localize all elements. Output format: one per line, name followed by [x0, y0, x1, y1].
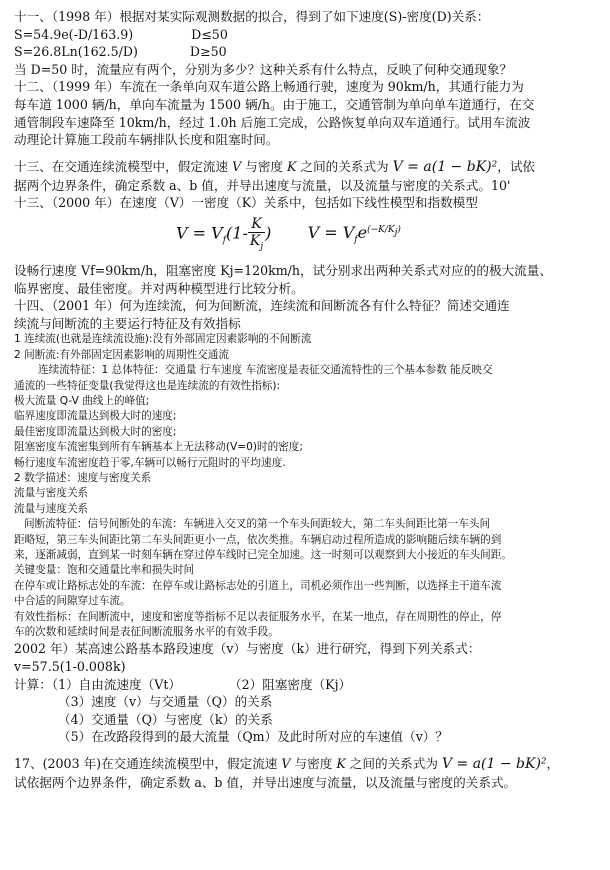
q17-line-1: 17、(2003 年)在交通连续流模型中，假定流速 V 与密度 K 之间的关系式为 V = a(1 − bK)²，: [14, 756, 560, 772]
q11-question: 当 D=50 时，流量应有两个，分别为多少？这种关系有什么特点，反映了何种交通现象？: [14, 61, 513, 77]
linear-fraction: $\frac{K}{K_j}$: [249, 215, 264, 252]
var-v: V: [281, 756, 291, 771]
document-page: [14, 8, 598, 792]
exponential-model-formula: $V = V_fe^{(-K/K_j)}$: [307, 223, 401, 246]
q11-heading: 十一、（1998 年）根据对某实际观测数据的拟合，得到了如下速度(S)-密度(D)关系：: [14, 9, 490, 24]
q13a-formula: V = a(1 − bK)²: [392, 158, 498, 175]
q2002-line-4: （3）速度（v）与交通量（Q）的关系: [58, 694, 273, 710]
q14-answer-3: 连续流特征：1 总体特征：交通量 行车速度 车流密度是表征交通流特性的三个基本参数 能反映交: [38, 364, 493, 377]
q14-answer-5: 极大流量 Q-V 曲线上的峰值;: [14, 394, 150, 407]
q14-answer-10: 2 数学描述：速度与密度关系: [14, 471, 152, 484]
q17-formula: V = a(1 − bK)²: [441, 756, 547, 772]
q13b-line-2: 设畅行速度 Vf=90km/h，阻塞密度 Kj=120km/h，试分别求出两种关系式对应的的极大流量、: [14, 262, 552, 278]
var-v: V: [232, 158, 242, 174]
q14-answer-13: 间断流特征：信号间断处的车流：车辆进入交叉的第一个车头间距较大，第二车头间距比第一车头间: [24, 518, 491, 531]
q11-condition-1: D≤50: [191, 26, 228, 42]
q14-answer-18: 中合适的间隙穿过车流。: [14, 595, 131, 608]
q14-answer-1: 1 连续流(也就是连续流设施):没有外部固定因素影响的不间断流: [14, 333, 312, 346]
q14-answer-20: 车的次数和延续时间是表征间断流服务水平的有效手段。: [14, 626, 279, 639]
q13b-line-1: 十三、（2000 年）在速度（V）一密度（K）关系中，包括如下线性模型和指数模型: [14, 195, 478, 211]
q14-answer-19: 有效性指标：在间断流中，速度和密度等指标不足以表征服务水平，在某一地点，存在周期性的停止，停: [14, 610, 502, 623]
q14-answer-7: 最佳密度即流量达到极大时的密度;: [14, 425, 177, 438]
q14-answer-14: 距略短，第三车头间距比第二车头间距更小一点，依次类推。车辆启动过程所造成的影响随后续车辆的到: [14, 533, 502, 546]
q14-answer-6: 临界速度即流量达到极大时的速度;: [14, 410, 177, 423]
q13a-line-2: 据两个边界条件，确定系数 a、b 值，并导出速度与流量，以及流量与密度的关系式。10': [14, 177, 511, 193]
q14-answer-15: 来，逐渐减弱，直到某一时刻车辆在穿过停车线时已完全加速。这一时刻可以观察到大小接近的车头间距。: [14, 549, 512, 561]
q13b-line-3: 临界密度、最佳密度。并对两种模型进行比较分析。: [14, 280, 304, 296]
q12-line-3: 通管制段车速降至 10km/h，经过 1.0h 后施工完成，公路恢复单向双车道通行。试用车流波: [14, 114, 531, 130]
q17-line-2: 试依据两个边界条件，确定系数 a、b 值，并导出速度与流量，以及流量与密度的关系式。: [14, 775, 517, 790]
q14-answer-11: 流量与密度关系: [14, 487, 89, 500]
q12-line-4: 动理论计算施工段前车辆排队长度和阻塞时间。: [14, 132, 279, 148]
var-k: K: [287, 158, 297, 174]
q14-answer-16: 关键变量：饱和交通量比率和损失时间: [14, 564, 195, 577]
q2002-line-5: （4）交通量（Q）与密度（k）的关系: [58, 711, 273, 727]
q14-line-1: 十四、（2001 年）何为连续流，何为间断流，连续流和间断流各有什么特征？简述交通连: [14, 298, 510, 314]
q13b-formulas: [14, 212, 598, 262]
q12-line-1: 十二、（1999 年）车流在一条单向双车道公路上畅通行驶，速度为 90km/h，其通行能力为: [14, 79, 524, 95]
q11-formula-1: S=54.9e(-D/163.9) D≤50: [14, 26, 228, 42]
q2002-line-6: （5）在改路段得到的最大流量（Qm）及此时所对应的车速值（v）？: [58, 729, 449, 745]
q2002-line-2: v=57.5(1-0.008k): [14, 659, 126, 675]
q2002-line-3: 计算：（1）自由流速度（Vt） （2）阻塞密度（Kj）: [14, 676, 352, 692]
q14-answer-9: 畅行速度车流密度趋于零,车辆可以畅行元阻时的平均速度.: [14, 456, 286, 469]
q14-answer-4: 通流的一些特征变量(我觉得这也是连续流的有效性指标):: [14, 379, 281, 392]
q11-formula-2: S=26.8Ln(162.5/D) D≥50: [14, 44, 227, 60]
q13a-line-1: 十三、在交通连续流模型中，假定流速 V 与密度 K 之间的关系式为 V = a(1 − bK)²，试依: [14, 158, 536, 175]
q14-line-2: 续流与间断流的主要运行特征及有效指标: [14, 315, 241, 331]
q14-answer-12: 流量与速度关系: [14, 502, 89, 515]
linear-model-formula: $V = V_f(1-$ $\frac{K}{K_j}$ ) $V = V_fe^{(-K/K_j)}$: [176, 215, 401, 252]
var-k: K: [336, 756, 346, 771]
q14-answer-8: 阻塞密度车流密集到所有车辆基本上无法移动(V=0)时的密度;: [14, 441, 303, 454]
q2002-line-1: 2002 年）某高速公路基本路段速度（v）与密度（k）进行研究，得到下列关系式：: [14, 641, 481, 657]
q14-answer-17: 在停车或让路标志处的车流：在停车或让路标志处的引道上，司机必须作出一些判断，以选择主干道车流: [14, 579, 502, 592]
q11-condition-2: D≥50: [189, 44, 227, 60]
q12-line-2: 每车道 1000 辆/h，单向车流量为 1500 辆/h。由于施工，交通管制为单向单车道通行，在交: [14, 96, 535, 112]
q14-answer-2: 2 间断流:有外部固定因素影响的周期性交通流: [14, 348, 229, 361]
